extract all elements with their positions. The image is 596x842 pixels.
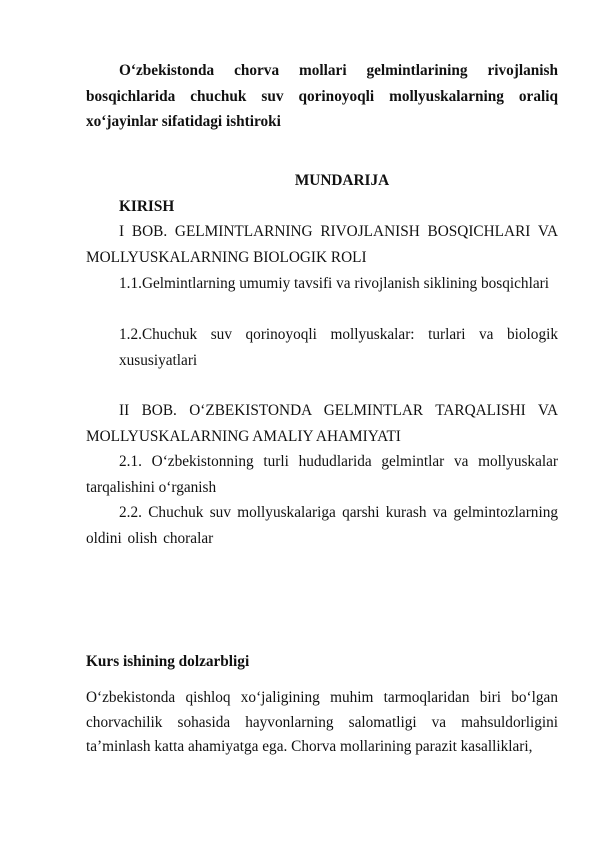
relevance-heading: Kurs ishining dolzarbligi xyxy=(86,653,250,670)
toc-section-1-2: 1.2.Chuchuk suv qorinoyoqli mollyuskalar: turlari va biologik xususiyatlari xyxy=(119,326,558,369)
toc-chapter-2: II BOB. O‘ZBEKISTONDA GELMINTLAR TARQALISHI VA MOLLYUSKALARNING AMALIY AHAMIYATI xyxy=(86,402,558,445)
toc-section-2-2: 2.2. Chuchuk suv mollyuskalariga qarshi kurash va gelmintozlarning oldini olish choralar xyxy=(86,504,558,547)
toc-intro: KIRISH xyxy=(119,198,175,215)
toc-section-1-1: 1.1.Gelmintlarning umumiy tavsifi va rivojlanish siklining bosqichlari xyxy=(119,275,549,292)
document-title: O‘zbekistonda chorva mollari gelmintlarining rivojlanish bosqichlarida chuchuk suv qorinoyoqli mollyuskalarning oraliq xo‘jayinlar sifatidagi ishtiroki xyxy=(86,62,558,130)
relevance-paragraph: O‘zbekistonda qishloq xo‘jaligining muhim tarmoqlaridan biri bo‘lgan chorvachilik sohasida hayvonlarning salomatligi va mahsuldorligini ta’minlash katta ahamiyatga ega. Chorva mollarining parazit kasalliklari, xyxy=(86,689,558,755)
toc-chapter-1: I BOB. GELMINTLARNING RIVOJLANISH BOSQICHLARI VA MOLLYUSKALARNING BIOLOGIK ROLI xyxy=(86,223,558,266)
contents-heading: MUNDARIJA xyxy=(294,172,390,189)
toc-section-2-1: 2.1. O‘zbekistonning turli hududlarida gelmintlar va mollyuskalar tarqalishini o‘rganish xyxy=(86,453,558,496)
